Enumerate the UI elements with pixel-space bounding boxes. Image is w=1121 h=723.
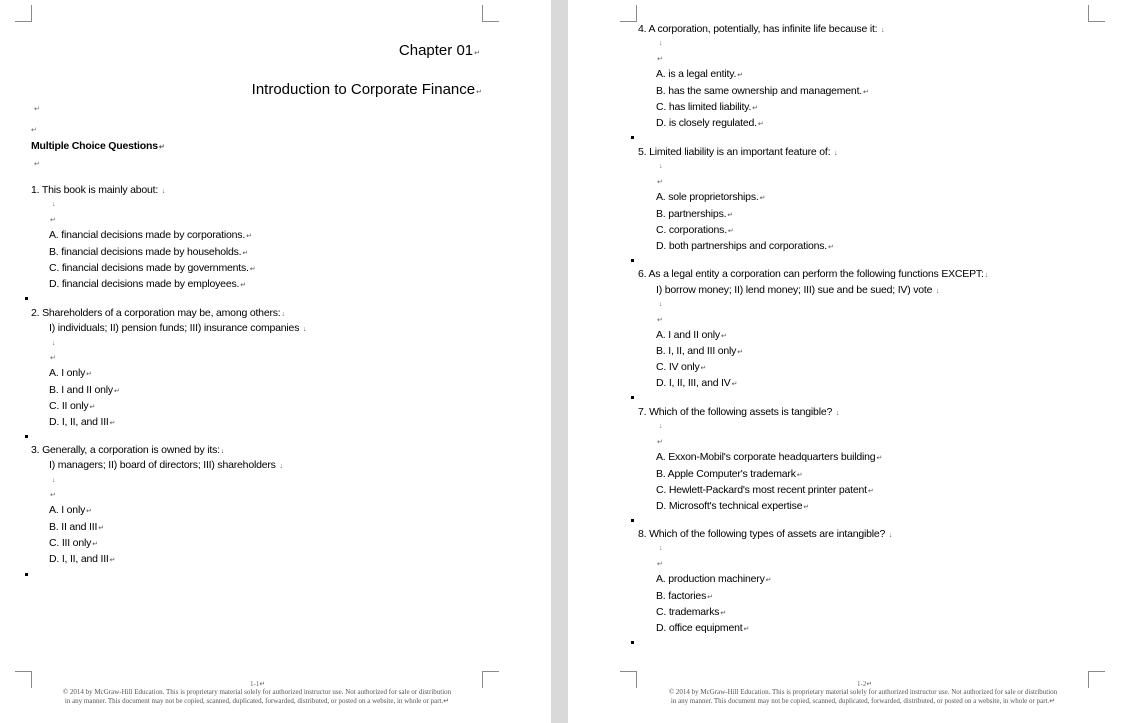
- question-3-option-d: D. I, II, and III↵: [49, 553, 116, 565]
- question-4-option-a: A. is a legal entity.↵: [656, 68, 743, 80]
- question-7: 7. Which of the following assets is tangible? ↓: [638, 406, 840, 418]
- footer-copyright-line-2: in any manner. This document may not be copied, scanned, duplicated, forwarded, distributed, or posted on a website, in whole or part.↵: [64, 697, 450, 705]
- paragraph-marker: [25, 435, 28, 438]
- question-3-option-a: A. I only↵: [49, 504, 92, 516]
- page-corner-mark: [620, 5, 637, 22]
- question-6-option-b: B. I, II, and III only↵: [656, 345, 743, 357]
- paragraph-marker: [631, 641, 634, 644]
- footer-copyright-line-2: in any manner. This document may not be copied, scanned, duplicated, forwarded, distributed, or posted on a website, in whole or part.↵: [670, 697, 1056, 705]
- question-1-option-d: D. financial decisions made by employees.↵: [49, 278, 246, 290]
- paragraph-marker: [25, 573, 28, 576]
- question-5-option-d: D. both partnerships and corporations.↵: [656, 240, 834, 252]
- paragraph-marker: [25, 297, 28, 300]
- chapter-title: Chapter 01↵: [398, 42, 480, 59]
- page-corner-mark: [620, 671, 637, 688]
- question-6: 6. As a legal entity a corporation can perform the following functions EXCEPT:↓: [638, 268, 988, 280]
- question-8-option-c: C. trademarks↵: [656, 606, 727, 618]
- question-5-option-b: B. partnerships.↵: [656, 208, 734, 220]
- question-5: 5. Limited liability is an important feature of: ↓: [638, 146, 838, 158]
- question-5-option-c: C. corporations.↵: [656, 224, 734, 236]
- page-corner-mark: [1088, 5, 1105, 22]
- question-7-option-c: C. Hewlett-Packard's most recent printer patent↵: [656, 484, 874, 496]
- footer-copyright: © 2014 by McGraw-Hill Education. This is proprietary material solely for authorized instructor use. Not authorized for sale or distribution: [62, 688, 452, 696]
- question-1: 1. This book is mainly about: ↓: [31, 184, 166, 196]
- question-3-subitems: I) managers; II) board of directors; III) shareholders ↓: [49, 459, 283, 471]
- section-heading: Multiple Choice Questions↵: [31, 140, 165, 152]
- question-2-option-c: C. II only↵: [49, 400, 96, 412]
- question-4-option-d: D. is closely regulated.↵: [656, 117, 764, 129]
- question-3-option-c: C. III only↵: [49, 537, 98, 549]
- paragraph-marker: [631, 519, 634, 522]
- question-8-option-b: B. factories↵: [656, 590, 713, 602]
- paragraph-marker: [631, 136, 634, 139]
- question-1-option-b: B. financial decisions made by households.↵: [49, 246, 249, 258]
- chapter-subtitle: Introduction to Corporate Finance↵: [251, 81, 482, 98]
- page-corner-mark: [15, 671, 32, 688]
- question-2-subitems: I) individuals; II) pension funds; III) insurance companies ↓: [49, 322, 307, 334]
- page-corner-mark: [15, 5, 32, 22]
- page-corner-mark: [482, 671, 499, 688]
- page-corner-mark: [482, 5, 499, 22]
- question-2-option-d: D. I, II, and III↵: [49, 416, 116, 428]
- document-page-2[interactable]: 4. A corporation, potentially, has infinite life because it: ↓ ↓ ↵ A. is a legal entity.↵ B. has the same ownership and management.↵ C. has limited liability.↵ D. is closely regulated.↵ 5. Limited liability is an important feature of: ↓ ↓ ↵ A. sole proprietorships.↵ B. partnerships.↵ C. corporations.↵ D. both partnerships and corporations.↵ 6. As a legal entity a corporation can perform the following functions EXCEPT:↓ I) borrow money; II) lend money; III) sue and be sued; IV) vote ↓ ↓ ↵ A. I and II only↵ B. I, II, and III only↵ C. IV only↵ D. I, II, III, and IV↵ 7. Which of the following assets is tangible? ↓ ↓ ↵ A. Exxon-Mobil's corporate headquarters building↵ B. Apple Computer's trademark↵ C. Hewlett-Packard's most recent printer patent↵ D. Microsoft's technical expertise↵ 8. Which of the following types of assets are intangible? ↓ ↓ ↵ A. production machinery↵ B. factories↵ C. trademarks↵ D. office equipment↵ 1-2↵ © 2014 by McGraw-Hill Education. This is proprietary material solely for authorized instructor use. Not authorized for sale or distribution in any manner. This document may not be copied, scanned, duplicated, forwarded, distributed, or posted on a website, in whole or part.↵: [568, 0, 1121, 723]
- page-number: 1-1↵: [250, 680, 266, 688]
- question-4-option-c: C. has limited liability.↵: [656, 101, 758, 113]
- question-7-option-b: B. Apple Computer's trademark↵: [656, 468, 803, 480]
- document-page-1[interactable]: Chapter 01↵ Introduction to Corporate Finance↵ ↵ ↵ Multiple Choice Questions↵ ↵ 1. This book is mainly about: ↓ ↓ ↵ A. financial decisions made by corporations.↵ B. financial decisions made by households.↵ C. financial decisions made by governments.↵ D. financial decisions made by employees.↵ 2. Shareholders of a corporation may be, among others:↓ I) individuals; II) pension funds; III) insurance companies ↓ ↓ ↵ A. I only↵ B. I and II only↵ C. II only↵ D. I, II, and III↵ 3. Generally, a corporation is owned by its:↓ I) managers; II) board of directors; III) shareholders ↓ ↓ ↵ A. I only↵ B. II and III↵ C. III only↵ D. I, II, and III↵ 1-1↵ © 2014 by McGraw-Hill Education. This is proprietary material solely for authorized instructor use. Not authorized for sale or distribution in any manner. This document may not be copied, scanned, duplicated, forwarded, distributed, or posted on a website, in whole or part.↵: [0, 0, 551, 723]
- question-6-option-a: A. I and II only↵: [656, 329, 727, 341]
- question-1-option-a: A. financial decisions made by corporations.↵: [49, 229, 252, 241]
- paragraph-marker: [631, 259, 634, 262]
- question-8: 8. Which of the following types of assets are intangible? ↓: [638, 528, 893, 540]
- page-number: 1-2↵: [857, 680, 873, 688]
- question-4-option-b: B. has the same ownership and management.↵: [656, 85, 869, 97]
- question-6-option-d: D. I, II, III, and IV↵: [656, 377, 738, 389]
- question-7-option-d: D. Microsoft's technical expertise↵: [656, 500, 810, 512]
- question-8-option-d: D. office equipment↵: [656, 622, 750, 634]
- question-1-option-c: C. financial decisions made by governments.↵: [49, 262, 256, 274]
- question-3: 3. Generally, a corporation is owned by its:↓: [31, 444, 225, 456]
- paragraph-marker: [631, 396, 634, 399]
- question-7-option-a: A. Exxon-Mobil's corporate headquarters building↵: [656, 451, 883, 463]
- question-8-option-a: A. production machinery↵: [656, 573, 772, 585]
- question-3-option-b: B. II and III↵: [49, 521, 104, 533]
- question-4: 4. A corporation, potentially, has infinite life because it: ↓: [638, 23, 885, 35]
- question-5-option-a: A. sole proprietorships.↵: [656, 191, 766, 203]
- footer-copyright: © 2014 by McGraw-Hill Education. This is proprietary material solely for authorized instructor use. Not authorized for sale or distribution: [668, 688, 1058, 696]
- question-6-option-c: C. IV only↵: [656, 361, 707, 373]
- question-2-option-a: A. I only↵: [49, 367, 92, 379]
- question-2: 2. Shareholders of a corporation may be, among others:↓: [31, 307, 285, 319]
- question-2-option-b: B. I and II only↵: [49, 384, 120, 396]
- page-corner-mark: [1088, 671, 1105, 688]
- question-6-subitems: I) borrow money; II) lend money; III) sue and be sued; IV) vote ↓: [656, 284, 940, 296]
